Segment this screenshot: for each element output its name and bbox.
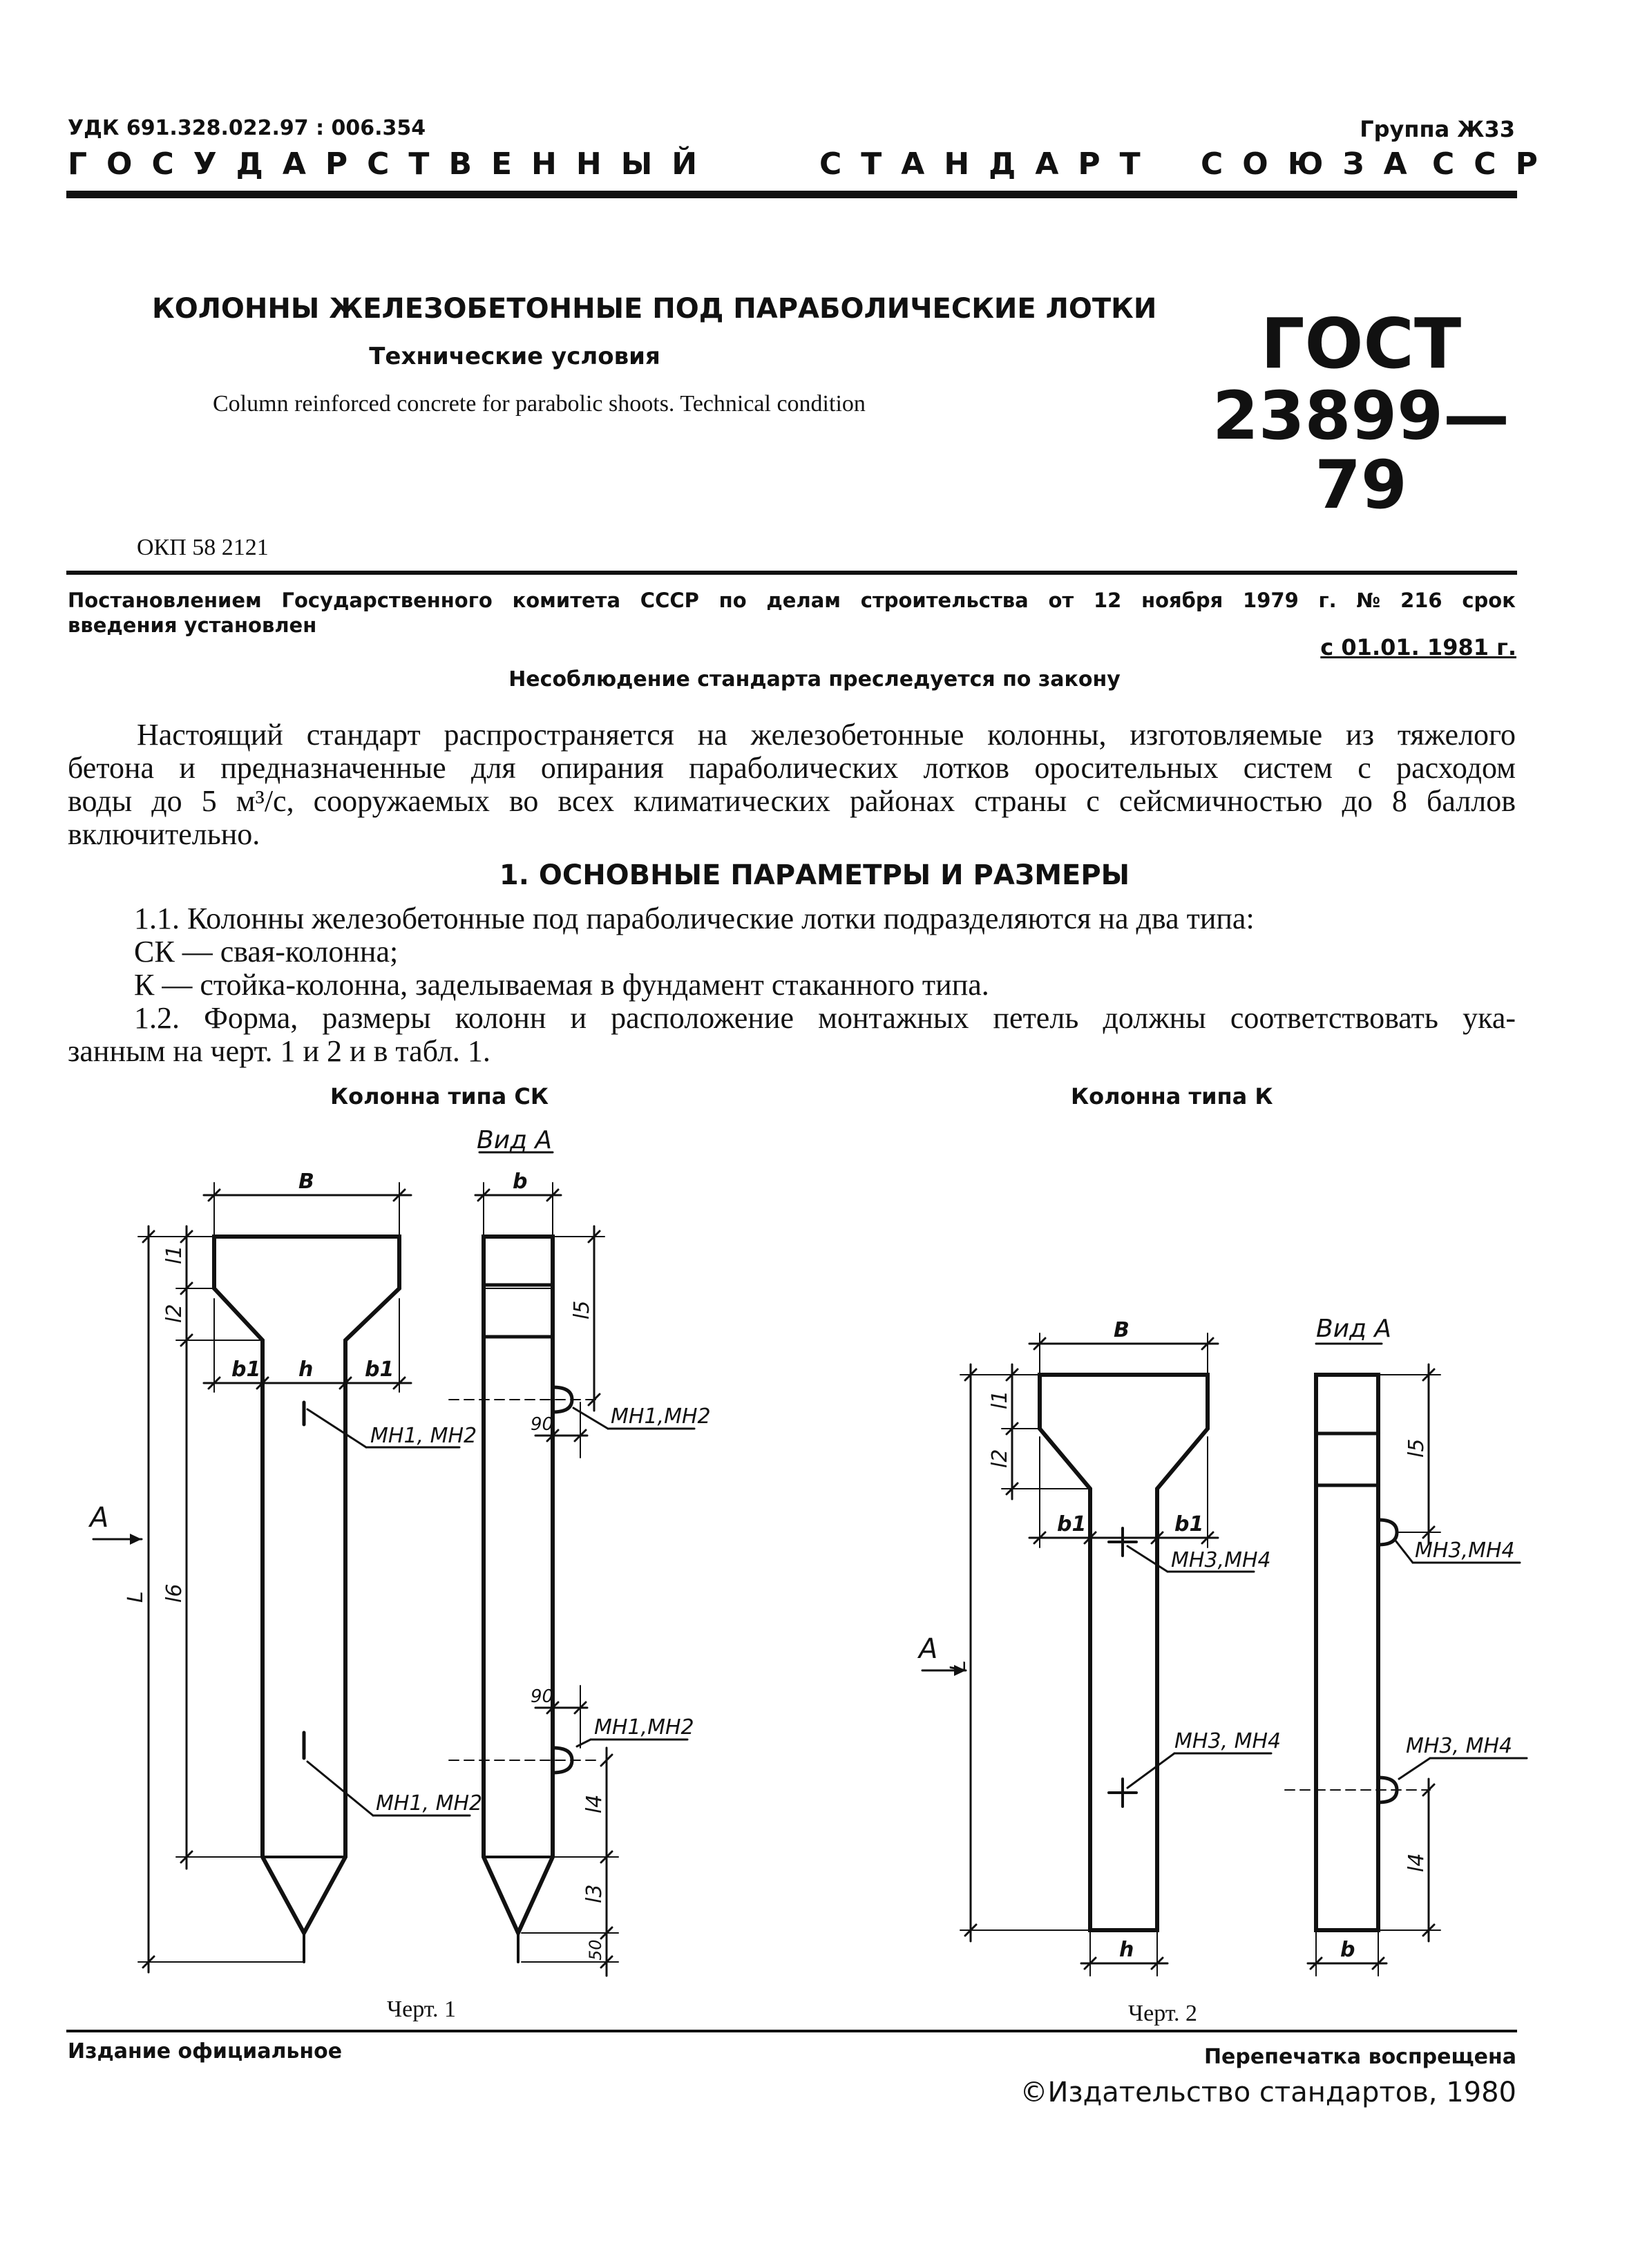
document-subtitle: Технические условия xyxy=(369,343,660,370)
d1-label-b1-left: b1 xyxy=(231,1357,261,1382)
d2-label-b1-right: b1 xyxy=(1174,1512,1204,1536)
d2-label-l1: l1 xyxy=(988,1390,1012,1409)
d1-label-b: b xyxy=(513,1170,528,1194)
d1-label-B: B xyxy=(298,1170,314,1194)
d1-label-90-bottom: 90 xyxy=(531,1686,554,1707)
d2-label-B: B xyxy=(1114,1318,1130,1342)
section-line: занным на черт. 1 и 2 и в табл. 1. xyxy=(68,1034,490,1068)
d2-label-b: b xyxy=(1340,1938,1355,1962)
decree-word: СССР xyxy=(640,589,699,612)
footer-rule xyxy=(66,2030,1517,2032)
d2-loop-bottom-label: МН3, МН4 xyxy=(1174,1729,1282,1753)
banner-word: ССР xyxy=(1432,146,1557,182)
d1-arrow-label: А xyxy=(90,1502,109,1534)
reprint-notice: Перепечатка воспрещена xyxy=(1203,2045,1516,2069)
intro-line: Настоящий стандарт распространяется на железобетонные колонны, изготовляемые из тяжелого xyxy=(137,718,1516,752)
d1-side-loop-bottom-label: МН1,МН2 xyxy=(594,1715,694,1740)
udk-code: УДК 691.328.022.97 : 006.354 xyxy=(68,116,426,140)
gost-label: ГОСТ xyxy=(1260,303,1462,384)
d1-label-l5: l5 xyxy=(570,1300,594,1319)
decree-word: от xyxy=(1048,589,1074,612)
edition-label: Издание официальное xyxy=(68,2039,343,2064)
d2-arrow-label: А xyxy=(919,1633,938,1665)
section-line: СК — свая-колонна; xyxy=(134,935,399,969)
d2-label-L: L xyxy=(946,1660,971,1672)
section-line: 1.2. Форма, размеры колонн и расположение монтажных петель должны соответствовать ука- xyxy=(134,1001,1516,1035)
group-code: Группа Ж33 xyxy=(1360,116,1515,142)
gost-number: 23899—79 xyxy=(1212,377,1509,524)
banner-word: СОЮЗА xyxy=(1201,146,1427,182)
d1-label-L: L xyxy=(124,1591,148,1603)
decree-line2: введения установлен xyxy=(68,613,317,637)
d1-label-50: 50 xyxy=(586,1939,605,1961)
d1-label-h: h xyxy=(298,1357,314,1382)
banner-word: ГОСУДАРСТВЕННЫЙ xyxy=(68,146,717,182)
drawing1-front-view xyxy=(93,1183,470,1972)
d1-loop-bottom-label: МН1, МН2 xyxy=(376,1791,483,1816)
copyright: ©Издательство стандартов, 1980 xyxy=(1020,2077,1516,2108)
d2-side-loop-bottom-label: МН3, МН4 xyxy=(1406,1734,1513,1758)
okp-code: ОКП 58 2121 xyxy=(137,535,269,560)
drawing1-number: Черт. 1 xyxy=(387,1997,457,2022)
decree-word: 12 xyxy=(1093,589,1122,612)
d1-label-l3: l3 xyxy=(582,1884,607,1903)
drawing2-number: Черт. 2 xyxy=(1128,2001,1198,2026)
drawing1-side-view xyxy=(449,1152,694,1976)
intro-line: включительно. xyxy=(68,817,260,851)
decree-word: Постановлением xyxy=(68,589,262,612)
banner-word: СТАНДАРТ xyxy=(819,146,1160,182)
section-heading: 1. ОСНОВНЫЕ ПАРАМЕТРЫ И РАЗМЕРЫ xyxy=(499,859,1130,891)
d2-label-h: h xyxy=(1119,1938,1134,1962)
decree-word: 216 xyxy=(1400,589,1442,612)
drawing2-caption: Колонна типа К xyxy=(1071,1083,1273,1109)
d1-label-l1: l1 xyxy=(162,1245,187,1264)
d2-label-b1-left: b1 xyxy=(1057,1512,1087,1536)
decree-word: строительства xyxy=(860,589,1029,612)
d2-label-l2: l2 xyxy=(988,1449,1012,1468)
d1-label-90-top: 90 xyxy=(531,1414,554,1435)
decree-word: комитета xyxy=(512,589,621,612)
drawing1-caption: Колонна типа СК xyxy=(330,1083,549,1109)
d2-loop-top-label: МН3,МН4 xyxy=(1171,1548,1271,1572)
section-line: 1.1. Колонны железобетонные под параболические лотки подразделяются на два типа: xyxy=(134,902,1255,935)
document-title: КОЛОННЫ ЖЕЛЕЗОБЕТОННЫЕ ПОД ПАРАБОЛИЧЕСКИЕ ЛОТКИ xyxy=(152,293,1157,325)
decree-word: делам xyxy=(766,589,841,612)
d1-loop-top-label: МН1, МН2 xyxy=(370,1424,477,1448)
decree-word: ноября xyxy=(1141,589,1223,612)
d2-label-l5: l5 xyxy=(1404,1438,1429,1458)
decree-word: Государственного xyxy=(281,589,493,612)
decree-word: срок xyxy=(1462,589,1516,612)
decree-word: № xyxy=(1356,589,1381,612)
section-line: К — стойка-колонна, заделываемая в фундамент стаканного типа. xyxy=(134,968,989,1002)
drawing2-front-view xyxy=(922,1333,1271,1976)
d2-label-l4: l4 xyxy=(1404,1853,1429,1872)
decree-date: с 01.01. 1981 г. xyxy=(1320,634,1516,660)
intro-line: бетона и предназначенные для опирания параболических лотков оросительных систем с расходом xyxy=(68,751,1516,785)
decree-word: г. xyxy=(1318,589,1337,612)
d1-label-l4: l4 xyxy=(582,1794,607,1813)
intro-line: воды до 5 м³/с, сооружаемых во всех климатических районах страны с сейсмичностью до 8 баллов xyxy=(68,784,1516,818)
d2-side-loop-top-label: МН3,МН4 xyxy=(1415,1538,1515,1563)
d2-view-label: Вид А xyxy=(1316,1315,1392,1343)
english-title: Column reinforced concrete for parabolic shoots. Technical condition xyxy=(213,391,866,417)
decree-word: 1979 xyxy=(1243,589,1299,612)
law-notice: Несоблюдение стандарта преследуется по закону xyxy=(508,667,1121,692)
d1-label-l6: l6 xyxy=(162,1583,187,1603)
decree-word: по xyxy=(718,589,747,612)
d1-side-loop-top-label: МН1,МН2 xyxy=(611,1404,711,1429)
d1-label-b1-right: b1 xyxy=(365,1357,394,1382)
d1-label-l2: l2 xyxy=(162,1304,187,1323)
drawing2-side-view xyxy=(1285,1344,1527,1976)
d1-view-label: Вид А xyxy=(477,1126,553,1154)
